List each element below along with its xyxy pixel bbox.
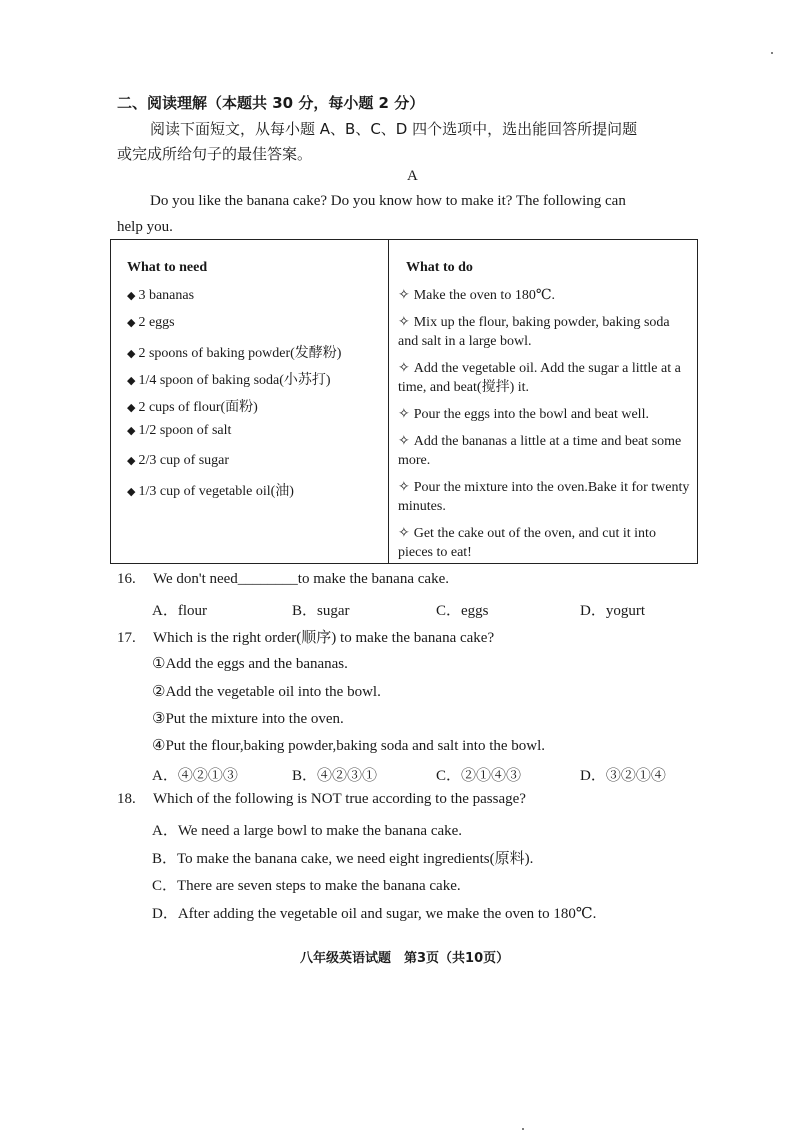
section-instruction-line1: 阅读下面短文，从每小题 A、B、C、D 四个选项中，选出能回答所提问题 xyxy=(150,120,638,138)
diamond-bullet-icon: ◆ xyxy=(127,348,136,360)
star-bullet-icon: ✧ xyxy=(398,480,410,495)
ingredient-item: ◆ 3 bananas xyxy=(127,288,195,303)
q16-option-a: A．flour xyxy=(152,603,207,619)
section-heading: 二、阅读理解（本题共 30 分，每小题 2 分） xyxy=(117,94,425,112)
question-number: 18. xyxy=(117,791,136,807)
q17-step-2: ②Add the vegetable oil into the bowl. xyxy=(152,684,381,700)
star-bullet-icon: ✧ xyxy=(398,361,410,376)
q17-step-1: ①Add the eggs and the bananas. xyxy=(152,656,348,672)
recipe-step: ✧ Add the bananas a little at a time and beat some more. xyxy=(398,434,682,468)
recipe-step: ✧ Add the vegetable oil. Add the sugar a little at a time, and beat(搅拌) it. xyxy=(398,361,681,395)
q18-option-d: D．After adding the vegetable oil and sugar, we make the oven to 180℃. xyxy=(152,906,597,922)
ingredient-item: ◆ 2 eggs xyxy=(127,315,175,330)
scan-speck xyxy=(522,1128,524,1130)
recipe-step: ✧ Get the cake out of the oven, and cut it into pieces to eat! xyxy=(398,526,656,560)
ingredient-item: ◆ 2 cups of flour(面粉) xyxy=(127,400,258,415)
diamond-bullet-icon: ◆ xyxy=(127,375,136,387)
q17-step-3: ③Put the mixture into the oven. xyxy=(152,711,344,727)
q17-step-4: ④Put the flour,baking powder,baking soda and salt into the bowl. xyxy=(152,738,546,754)
ingredient-item: ◆ 2/3 cup of sugar xyxy=(127,453,230,468)
question-17 xyxy=(117,626,494,647)
question-number: 16. xyxy=(117,571,136,587)
question-number: 17. xyxy=(117,630,136,646)
q17-option-d: D．③②①④ xyxy=(580,768,666,784)
recipe-table xyxy=(110,239,698,564)
recipe-step: ✧ Mix up the flour, baking powder, baking soda and salt in a large bowl. xyxy=(398,315,670,349)
question-18 xyxy=(117,791,526,808)
passage-intro-line1: Do you like the banana cake? Do you know how to make it? The following can xyxy=(150,193,626,209)
q18-option-a: A．We need a large bowl to make the banana cake. xyxy=(152,823,463,839)
recipe-step: ✧ Pour the mixture into the oven.Bake it for twenty minutes. xyxy=(398,480,690,514)
diamond-bullet-icon: ◆ xyxy=(127,425,136,437)
q18-option-b: B．To make the banana cake, we need eight ingredients(原料). xyxy=(152,851,534,867)
diamond-bullet-icon: ◆ xyxy=(127,290,136,302)
question-text: Which of the following is NOT true according to the passage? xyxy=(153,791,526,807)
passage-intro-line2: help you. xyxy=(117,219,173,235)
need-column-header: What to need xyxy=(127,260,208,275)
q16-option-d: D．yogurt xyxy=(580,603,645,619)
star-bullet-icon: ✧ xyxy=(398,315,410,330)
section-instruction-line2: 或完成所给句子的最佳答案。 xyxy=(117,145,313,163)
q17-option-b: B．④②③① xyxy=(292,768,378,784)
table-column-divider xyxy=(388,240,389,563)
ingredient-item: ◆ 1/2 spoon of salt xyxy=(127,423,232,438)
scan-speck xyxy=(771,52,773,54)
question-16 xyxy=(117,571,449,588)
diamond-bullet-icon: ◆ xyxy=(127,486,136,498)
page-footer: 八年级英语试题 第3页（共10页） xyxy=(300,951,510,966)
star-bullet-icon: ✧ xyxy=(398,526,410,541)
q17-option-a: A．④②①③ xyxy=(152,768,238,784)
passage-letter: A xyxy=(407,168,418,184)
q16-option-b: B．sugar xyxy=(292,603,350,619)
diamond-bullet-icon: ◆ xyxy=(127,317,136,329)
q16-option-c: C．eggs xyxy=(436,603,489,619)
star-bullet-icon: ✧ xyxy=(398,407,410,422)
diamond-bullet-icon: ◆ xyxy=(127,402,136,414)
star-bullet-icon: ✧ xyxy=(398,434,410,449)
do-column-header: What to do xyxy=(406,260,473,275)
star-bullet-icon: ✧ xyxy=(398,288,410,303)
question-text: We don't need________to make the banana cake. xyxy=(153,571,449,587)
recipe-step: ✧ Make the oven to 180℃. xyxy=(398,288,555,303)
ingredient-item: ◆ 1/3 cup of vegetable oil(油) xyxy=(127,484,294,499)
diamond-bullet-icon: ◆ xyxy=(127,455,136,467)
ingredient-item: ◆ 2 spoons of baking powder(发酵粉) xyxy=(127,346,342,361)
recipe-step: ✧ Pour the eggs into the bowl and beat well. xyxy=(398,407,649,422)
ingredient-item: ◆ 1/4 spoon of baking soda(小苏打) xyxy=(127,373,331,388)
q17-option-c: C．②①④③ xyxy=(436,768,522,784)
q18-option-c: C．There are seven steps to make the banana cake. xyxy=(152,878,461,894)
question-text: Which is the right order(顺序) to make the banana cake? xyxy=(153,630,495,646)
